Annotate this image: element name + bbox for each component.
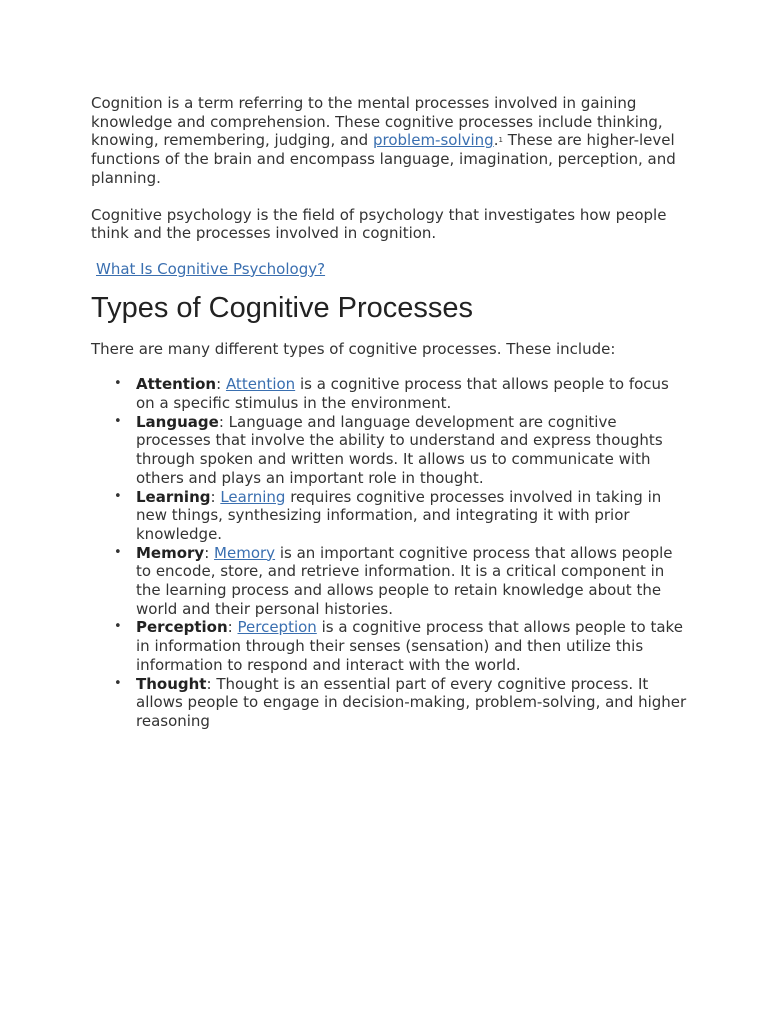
term: Learning	[136, 487, 211, 506]
separator: :	[206, 674, 217, 693]
bullet-icon: •	[114, 619, 122, 635]
list-item-attention	[114, 375, 691, 413]
intro-text-after-link: These are higher-level functions of the brain and encompass language, imagination, perception, and planning.	[91, 131, 676, 187]
list-item-thought	[114, 674, 691, 731]
list-item-perception	[114, 618, 691, 674]
bullet-icon: •	[114, 675, 122, 691]
memory-link[interactable]: Memory	[214, 543, 276, 562]
intro-period: .	[493, 131, 499, 150]
term: Thought	[136, 674, 207, 693]
list-item-memory	[114, 543, 691, 619]
description: is a cognitive process that allows people to take in information through their senses (sensation) and then utilize this information to respond and interact with the world.	[136, 618, 683, 674]
bullet-icon: •	[114, 413, 122, 429]
perception-link[interactable]: Perception	[237, 618, 317, 637]
article-body	[91, 94, 691, 731]
list-item-language	[114, 412, 691, 488]
description: Thought is an essential part of every cognitive process. It allows people to engage in decision-making, problem-solving, and higher reasoning	[136, 674, 687, 730]
description: Language and language development are cognitive processes that involve the ability to understand and express thoughts through spoken and written words. It allows us to communicate with others and plays an important role in thought.	[136, 412, 663, 487]
separator: :	[210, 487, 221, 506]
intro-text-before-link: Cognition is a term referring to the mental processes involved in gaining knowledge and comprehension. These cognitive processes include thinking, knowing, remembering, judging, and	[91, 94, 663, 150]
separator: :	[227, 618, 238, 637]
section-intro: There are many different types of cognitive processes. These include:	[91, 339, 616, 358]
term: Perception	[136, 618, 228, 637]
learning-link[interactable]: Learning	[220, 487, 286, 506]
description: requires cognitive processes involved in taking in new things, synthesizing information, and integrating it with prior knowledge.	[136, 487, 662, 543]
description: is an important cognitive process that allows people to encode, store, and retrieve information. It is a critical component in the learning process and allows people to retain knowledge about the world and their personal histories.	[136, 543, 673, 618]
related-article-link[interactable]: What Is Cognitive Psychology?	[96, 259, 326, 278]
cognitive-process-list	[91, 375, 691, 730]
related-article	[91, 260, 691, 279]
problem-solving-link[interactable]: problem-solving	[372, 131, 494, 150]
citation-marker[interactable]: 1	[498, 136, 503, 145]
term: Memory	[136, 543, 205, 562]
term: Attention	[136, 375, 217, 394]
attention-link[interactable]: Attention	[225, 375, 296, 394]
bullet-icon: •	[114, 376, 122, 392]
description: is a cognitive process that allows people to focus on a specific stimulus in the environment.	[136, 375, 669, 413]
bullet-icon: •	[114, 488, 122, 504]
list-item-learning	[114, 487, 691, 544]
section-heading: Types of Cognitive Processes	[91, 291, 474, 324]
intro-paragraph-cognitive-psychology: Cognitive psychology is the field of psychology that investigates how people think and the processes involved in cognition.	[91, 205, 667, 243]
separator: :	[204, 543, 215, 562]
term: Language	[136, 412, 219, 431]
bullet-icon: •	[114, 544, 122, 560]
intro-paragraph-cognition	[91, 94, 691, 188]
separator: :	[218, 412, 229, 431]
separator: :	[216, 375, 226, 394]
